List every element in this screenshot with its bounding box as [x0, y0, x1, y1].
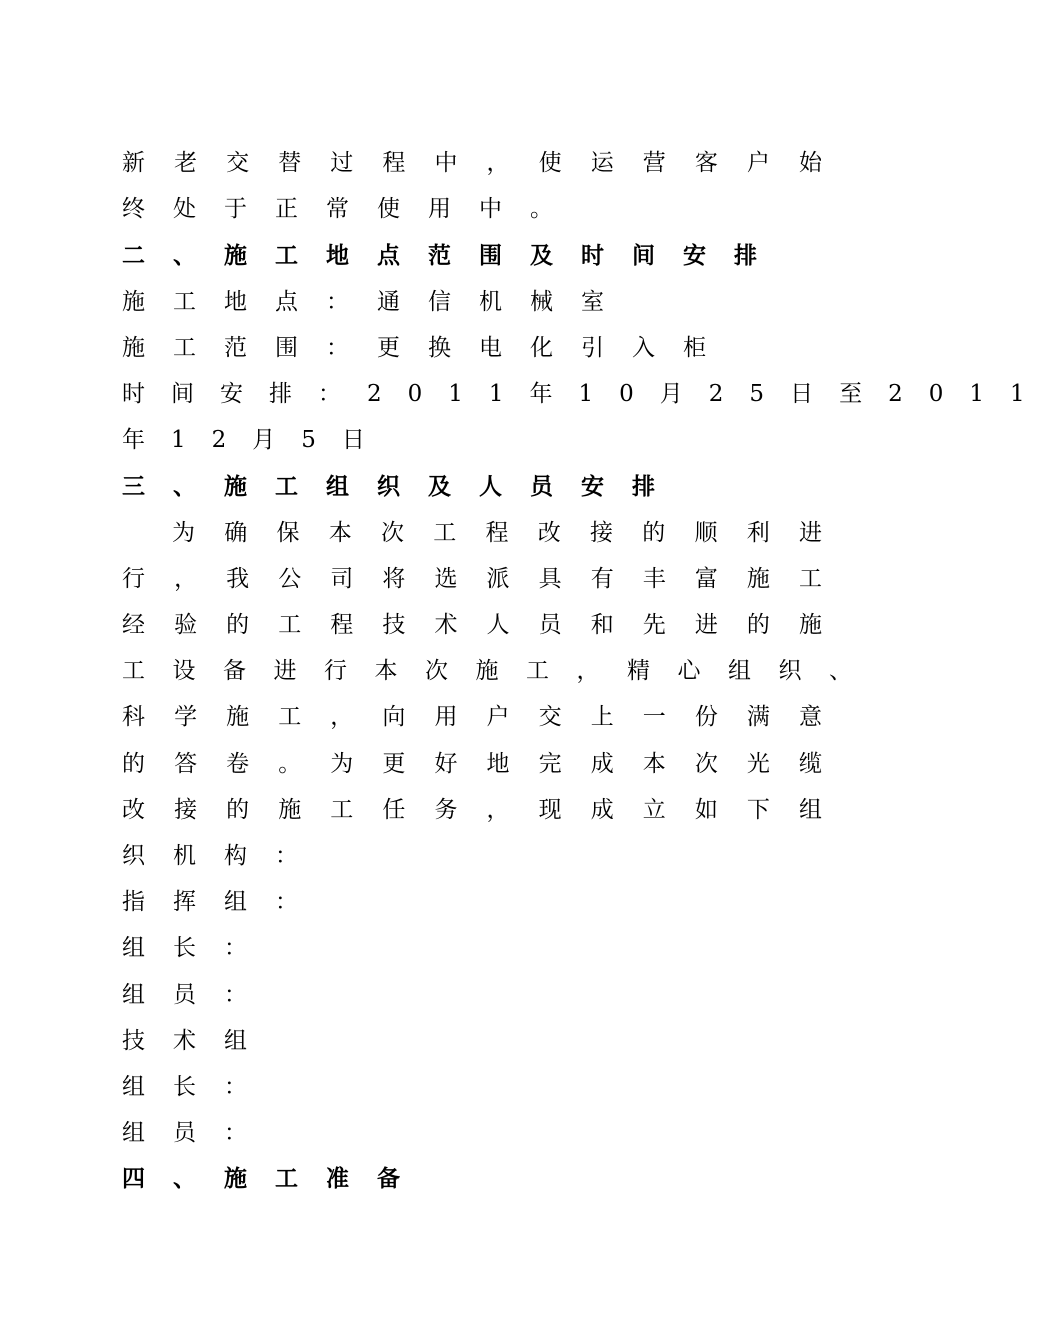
paragraph-line: 为确保本次工程改接的顺利进: [172, 520, 822, 546]
body-line: 组员：: [122, 982, 275, 1008]
body-line: 组长：: [122, 935, 275, 961]
body-line: 组员：: [122, 1120, 275, 1146]
section-heading: 四、施工准备: [122, 1165, 428, 1192]
body-line: 施工地点：通信机械室: [122, 289, 632, 315]
body-line: 终处于正常使用中。: [122, 196, 581, 222]
body-line: 指挥组：: [122, 889, 326, 915]
body-line: 时间安排：2011年10月25日至2011: [122, 381, 1051, 407]
body-line: 新老交替过程中，使运营客户始: [122, 150, 822, 176]
body-line: 施工范围：更换电化引入柜: [122, 335, 734, 361]
body-line: 组长：: [122, 1074, 275, 1100]
paragraph-line: 行，我公司将选派具有丰富施工: [122, 566, 822, 592]
section-heading: 三、施工组织及人员安排: [122, 473, 683, 500]
paragraph-line: 改接的施工任务，现成立如下组: [122, 797, 822, 823]
section-heading: 二、施工地点范围及时间安排: [122, 242, 785, 269]
paragraph-line: 经验的工程技术人员和先进的施: [122, 612, 822, 638]
paragraph-line: 织机构：: [122, 843, 326, 869]
paragraph-line: 的答卷。为更好地完成本次光缆: [122, 751, 822, 777]
paragraph-line: 科学施工，向用户交上一份满意: [122, 704, 822, 730]
paragraph-line: 工设备进行本次施工，精心组织、: [122, 658, 852, 684]
body-line: 年12月5日: [122, 427, 391, 453]
body-line: 技术组: [122, 1028, 275, 1054]
